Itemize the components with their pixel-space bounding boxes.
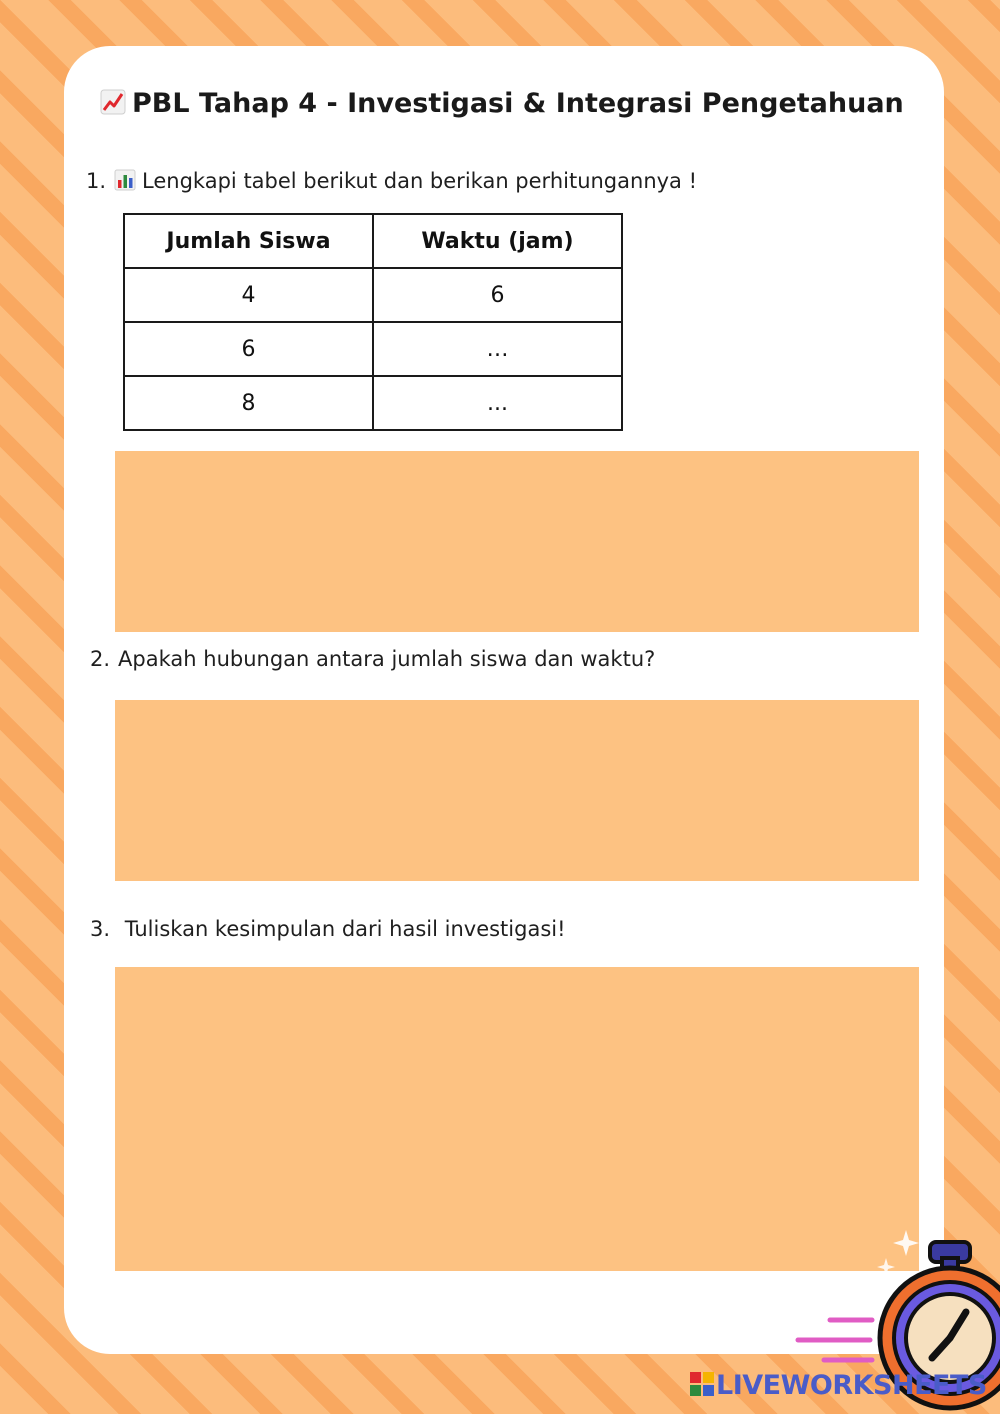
table-row bbox=[124, 322, 622, 376]
table-cell: 6 bbox=[373, 268, 622, 322]
table-cell: … bbox=[373, 322, 622, 376]
table-row bbox=[124, 268, 622, 322]
question-2 bbox=[90, 647, 655, 671]
table-row bbox=[124, 376, 622, 430]
page-title bbox=[100, 88, 920, 122]
question-number: 3. bbox=[90, 917, 111, 941]
question-number: 2. bbox=[90, 647, 111, 671]
answer-box-2[interactable] bbox=[115, 700, 919, 881]
question-1 bbox=[86, 169, 697, 196]
liveworksheets-logo bbox=[690, 1370, 987, 1403]
table-header-cell: Jumlah Siswa bbox=[124, 214, 373, 268]
page-title-text: PBL Tahap 4 - Investigasi & Integrasi Pengetahuan bbox=[132, 88, 904, 119]
question-text: Apakah hubungan antara jumlah siswa dan waktu? bbox=[118, 647, 656, 671]
table-cell: 4 bbox=[124, 268, 373, 322]
table-cell: 6 bbox=[124, 322, 373, 376]
table-header-row bbox=[124, 214, 622, 268]
sparkle-icon bbox=[877, 1230, 919, 1276]
bar-chart-icon bbox=[114, 169, 136, 196]
question-number: 1. bbox=[86, 169, 107, 193]
question-text: Tuliskan kesimpulan dari hasil investigasi! bbox=[118, 917, 566, 941]
table-header-cell: Waktu (jam) bbox=[373, 214, 622, 268]
speed-lines bbox=[798, 1320, 872, 1360]
table-cell: ... bbox=[373, 376, 622, 430]
answer-box-1[interactable] bbox=[115, 451, 919, 632]
question-3 bbox=[90, 917, 566, 941]
chart-increasing-icon bbox=[100, 89, 126, 122]
data-table bbox=[123, 213, 623, 431]
table-cell: 8 bbox=[124, 376, 373, 430]
liveworksheets-logo-icon bbox=[690, 1372, 714, 1403]
logo-text: LIVEWORKSHEETS bbox=[716, 1370, 987, 1401]
question-text: Lengkapi tabel berikut dan berikan perhitungannya ! bbox=[142, 169, 698, 193]
